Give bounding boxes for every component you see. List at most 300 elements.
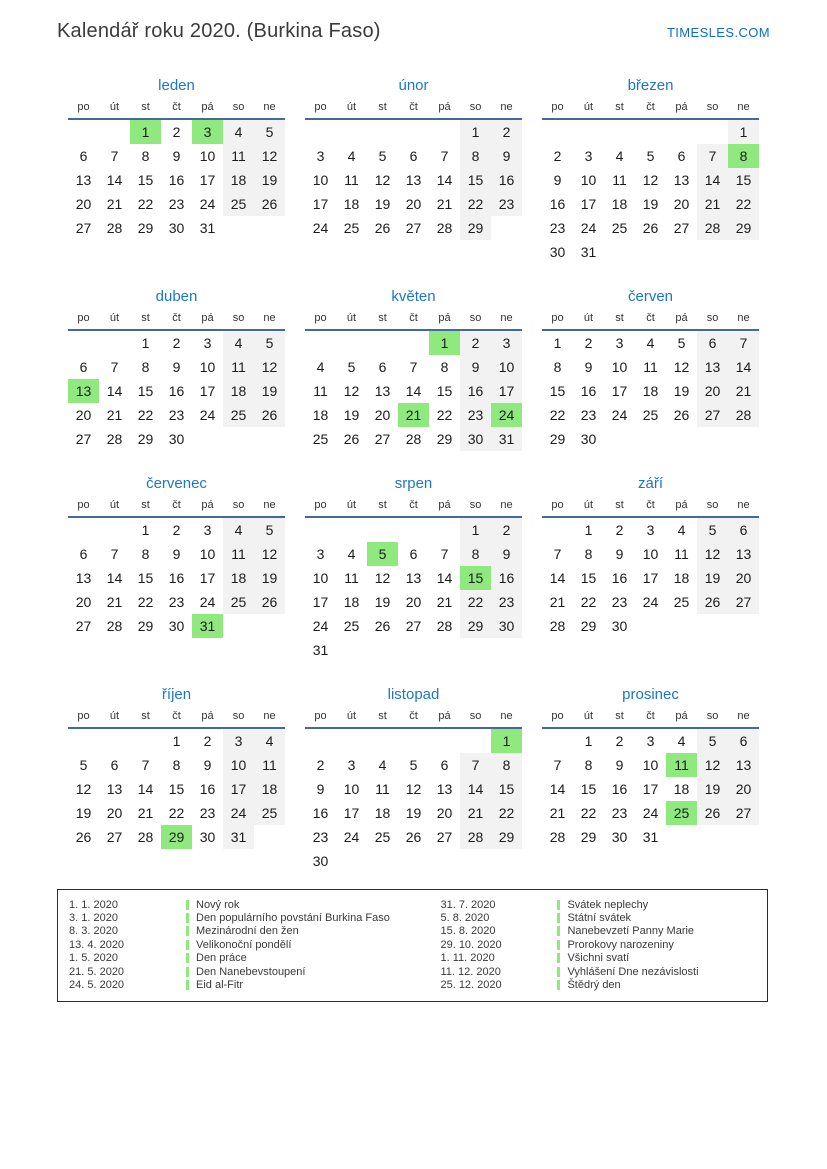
empty-cell — [336, 728, 367, 753]
day-cell: 26 — [254, 192, 285, 216]
day-cell: 5 — [697, 728, 728, 753]
day-header-st: st — [378, 710, 387, 722]
day-cell: 12 — [405, 781, 422, 797]
month-leden — [68, 76, 285, 264]
day-cell: 12 — [374, 570, 391, 586]
day-cell: 18 — [343, 196, 360, 212]
day-cell: 6 — [440, 757, 449, 773]
day-cell: 4 — [646, 335, 655, 351]
day-cell: 22 — [491, 801, 522, 825]
holiday-date: 1. 11. 2020 — [440, 952, 495, 965]
day-header-út: út — [109, 312, 120, 324]
day-header-ne: ne — [737, 710, 750, 722]
month-title: srpen — [394, 475, 433, 492]
day-cell: 17 — [642, 570, 659, 586]
day-cell: 19 — [75, 805, 92, 821]
day-cell: 6 — [79, 148, 88, 164]
day-cell: 8 — [584, 757, 593, 773]
day-cell: 5 — [697, 517, 728, 542]
day-cell: 5 — [378, 148, 387, 164]
month-table — [542, 496, 759, 638]
day-cell: 29 — [436, 431, 453, 447]
day-cell: 9 — [615, 757, 624, 773]
day-cell: 10 — [199, 148, 216, 164]
day-header-ne: ne — [500, 312, 513, 324]
day-header-pá: pá — [201, 101, 214, 113]
day-cell: 11 — [344, 172, 359, 188]
day-cell: 9 — [584, 359, 593, 375]
day-cell: 4 — [378, 757, 387, 773]
day-header-st: st — [141, 499, 150, 511]
day-cell: 23 — [168, 407, 185, 423]
empty-cell — [666, 825, 697, 849]
day-cell: 15 — [580, 781, 597, 797]
site-link[interactable]: TIMESLES.COM — [666, 25, 770, 40]
day-header-út: út — [583, 312, 594, 324]
day-cell: 29 — [580, 618, 597, 634]
empty-cell — [254, 427, 285, 451]
day-cell: 13 — [728, 753, 759, 777]
day-header-pá: pá — [438, 312, 451, 324]
day-header-st: st — [141, 101, 150, 113]
day-cell: 23 — [491, 192, 522, 216]
empty-cell — [336, 330, 367, 355]
day-cell: 21 — [106, 196, 123, 212]
day-header-po: po — [551, 101, 564, 113]
day-cell: 7 — [110, 546, 119, 562]
day-cell: 28 — [106, 220, 123, 236]
day-cell: 14 — [405, 383, 422, 399]
day-cell: 21 — [549, 594, 566, 610]
legend-entry — [440, 965, 767, 978]
day-cell: 25 — [254, 801, 285, 825]
empty-cell — [491, 849, 522, 873]
day-cell: 8 — [440, 359, 449, 375]
day-cell: 31 — [199, 220, 216, 236]
day-cell: 16 — [491, 168, 522, 192]
day-header-ne: ne — [500, 101, 513, 113]
day-cell: 8 — [728, 144, 759, 168]
day-cell: 16 — [549, 196, 566, 212]
day-cell: 6 — [110, 757, 119, 773]
legend-entry — [440, 978, 767, 991]
day-cell: 6 — [378, 359, 387, 375]
day-cell: 21 — [460, 801, 491, 825]
day-cell: 16 — [168, 570, 185, 586]
day-cell: 26 — [697, 801, 728, 825]
day-cell: 3 — [646, 733, 655, 749]
day-cell: 27 — [106, 829, 123, 845]
day-cell: 5 — [347, 359, 356, 375]
day-cell: 29 — [460, 614, 491, 638]
day-cell: 27 — [405, 220, 422, 236]
empty-cell — [635, 614, 666, 638]
holiday-date: 21. 5. 2020 — [69, 965, 125, 978]
day-cell: 24 — [642, 594, 659, 610]
legend-entry — [69, 978, 440, 991]
day-cell: 15 — [436, 383, 453, 399]
holiday-date: 15. 8. 2020 — [440, 925, 496, 938]
day-cell: 30 — [199, 829, 216, 845]
day-header-so: so — [232, 499, 245, 511]
day-cell: 9 — [172, 546, 181, 562]
day-cell: 13 — [106, 781, 123, 797]
empty-cell — [542, 517, 573, 542]
day-cell: 1 — [553, 335, 562, 351]
day-header-st: st — [615, 101, 624, 113]
day-header-so: so — [706, 499, 719, 511]
day-cell: 1 — [429, 330, 460, 355]
day-cell: 14 — [106, 570, 123, 586]
day-cell: 26 — [374, 618, 391, 634]
day-cell: 28 — [549, 829, 566, 845]
day-cell: 28 — [106, 618, 123, 634]
holiday-marker-icon — [557, 967, 560, 977]
day-header-pá: pá — [438, 499, 451, 511]
day-cell: 22 — [137, 594, 154, 610]
holiday-legend — [57, 889, 768, 1002]
empty-cell — [429, 517, 460, 542]
day-header-so: so — [706, 101, 719, 113]
day-cell: 12 — [697, 753, 728, 777]
day-cell: 5 — [254, 517, 285, 542]
legend-entry — [69, 925, 440, 938]
holiday-marker-icon — [557, 940, 560, 950]
day-cell: 28 — [436, 618, 453, 634]
day-cell: 6 — [79, 359, 88, 375]
day-cell: 30 — [549, 244, 566, 260]
empty-cell — [305, 119, 336, 144]
empty-cell — [398, 517, 429, 542]
day-cell: 24 — [491, 403, 522, 427]
day-cell: 10 — [491, 355, 522, 379]
day-cell: 20 — [75, 196, 92, 212]
day-header-ne: ne — [263, 499, 276, 511]
day-cell: 24 — [199, 196, 216, 212]
day-cell: 31 — [580, 244, 597, 260]
day-cell: 21 — [549, 805, 566, 821]
day-cell: 24 — [611, 407, 628, 423]
day-cell: 26 — [343, 431, 360, 447]
day-cell: 6 — [728, 728, 759, 753]
empty-cell — [367, 330, 398, 355]
day-cell: 11 — [223, 355, 254, 379]
day-cell: 30 — [168, 618, 185, 634]
day-cell: 6 — [79, 546, 88, 562]
day-header-po: po — [77, 101, 90, 113]
day-cell: 14 — [436, 172, 453, 188]
holiday-marker-icon — [186, 913, 189, 923]
day-header-út: út — [583, 101, 594, 113]
day-header-čt: čt — [172, 710, 181, 722]
day-cell: 2 — [316, 757, 325, 773]
day-header-st: st — [141, 312, 150, 324]
holiday-marker-icon — [557, 926, 560, 936]
holiday-date: 3. 1. 2020 — [69, 912, 118, 925]
day-cell: 17 — [199, 383, 216, 399]
day-cell: 25 — [611, 220, 628, 236]
day-cell: 9 — [172, 148, 181, 164]
day-cell: 25 — [374, 829, 391, 845]
day-cell: 20 — [374, 407, 391, 423]
day-cell: 27 — [405, 618, 422, 634]
empty-cell — [635, 119, 666, 144]
day-cell: 22 — [549, 407, 566, 423]
empty-cell — [398, 728, 429, 753]
day-cell: 8 — [141, 546, 150, 562]
day-cell: 12 — [254, 355, 285, 379]
day-cell: 19 — [254, 379, 285, 403]
empty-cell — [697, 427, 728, 451]
day-header-pá: pá — [675, 710, 688, 722]
legend-entry — [440, 938, 767, 951]
day-cell: 30 — [168, 431, 185, 447]
day-cell: 6 — [409, 546, 418, 562]
month-červen — [542, 287, 759, 451]
day-header-út: út — [346, 710, 357, 722]
day-cell: 8 — [460, 144, 491, 168]
day-cell: 27 — [374, 431, 391, 447]
day-cell: 6 — [677, 148, 686, 164]
day-cell: 13 — [405, 570, 422, 586]
month-title: leden — [158, 77, 195, 94]
day-header-po: po — [314, 312, 327, 324]
holiday-marker-icon — [557, 913, 560, 923]
holiday-date: 25. 12. 2020 — [440, 979, 502, 992]
day-header-so: so — [232, 312, 245, 324]
day-cell: 27 — [728, 801, 759, 825]
holiday-marker-icon — [186, 980, 189, 990]
day-cell: 14 — [137, 781, 154, 797]
day-header-čt: čt — [409, 499, 418, 511]
day-cell: 21 — [106, 594, 123, 610]
day-cell: 16 — [611, 781, 628, 797]
day-cell: 4 — [347, 546, 356, 562]
day-cell: 2 — [584, 335, 593, 351]
day-cell: 14 — [549, 570, 566, 586]
legend-entry — [440, 898, 767, 911]
day-cell: 22 — [460, 192, 491, 216]
day-cell: 15 — [491, 777, 522, 801]
day-cell: 27 — [697, 403, 728, 427]
day-cell: 13 — [374, 383, 391, 399]
day-cell: 23 — [460, 403, 491, 427]
day-cell: 5 — [254, 119, 285, 144]
day-cell: 17 — [580, 196, 597, 212]
day-cell: 3 — [316, 148, 325, 164]
day-cell: 8 — [172, 757, 181, 773]
day-cell: 27 — [728, 590, 759, 614]
day-cell: 20 — [75, 407, 92, 423]
month-duben — [68, 287, 285, 451]
holiday-date: 1. 5. 2020 — [69, 952, 118, 965]
day-cell: 3 — [347, 757, 356, 773]
empty-cell — [336, 119, 367, 144]
day-cell: 30 — [611, 829, 628, 845]
day-cell: 7 — [460, 753, 491, 777]
day-cell: 1 — [728, 119, 759, 144]
month-table — [542, 707, 759, 849]
empty-cell — [398, 849, 429, 873]
day-cell: 9 — [615, 546, 624, 562]
month-title: červen — [627, 288, 674, 305]
day-cell: 28 — [728, 403, 759, 427]
day-header-so: so — [469, 499, 482, 511]
day-cell: 1 — [491, 728, 522, 753]
day-cell: 23 — [199, 805, 216, 821]
day-header-st: st — [378, 312, 387, 324]
day-cell: 16 — [491, 566, 522, 590]
day-cell: 26 — [697, 590, 728, 614]
day-cell: 15 — [580, 570, 597, 586]
day-cell: 25 — [343, 618, 360, 634]
empty-cell — [542, 119, 573, 144]
day-cell: 15 — [549, 383, 566, 399]
month-title: duben — [155, 288, 198, 305]
day-cell: 29 — [137, 618, 154, 634]
day-cell: 2 — [491, 119, 522, 144]
day-cell: 7 — [110, 359, 119, 375]
day-cell: 27 — [75, 220, 92, 236]
day-cell: 9 — [491, 144, 522, 168]
day-cell: 12 — [254, 144, 285, 168]
day-header-po: po — [551, 499, 564, 511]
day-cell: 23 — [168, 594, 185, 610]
day-cell: 22 — [436, 407, 453, 423]
day-cell: 14 — [549, 781, 566, 797]
month-table — [542, 98, 759, 264]
empty-cell — [99, 728, 130, 753]
day-cell: 25 — [666, 801, 697, 825]
empty-cell — [130, 728, 161, 753]
day-cell: 27 — [75, 618, 92, 634]
empty-cell — [305, 728, 336, 753]
day-cell: 18 — [312, 407, 329, 423]
day-cell: 8 — [141, 359, 150, 375]
day-header-pá: pá — [675, 499, 688, 511]
day-cell: 26 — [673, 407, 690, 423]
day-cell: 22 — [168, 805, 185, 821]
day-cell: 26 — [254, 403, 285, 427]
day-cell: 27 — [673, 220, 690, 236]
day-cell: 11 — [344, 570, 359, 586]
day-cell: 9 — [203, 757, 212, 773]
day-cell: 30 — [312, 853, 329, 869]
day-header-út: út — [346, 312, 357, 324]
holiday-date: 13. 4. 2020 — [69, 938, 125, 951]
day-header-pá: pá — [438, 101, 451, 113]
holiday-date: 11. 12. 2020 — [440, 965, 501, 978]
day-header-po: po — [77, 499, 90, 511]
day-header-ne: ne — [500, 499, 513, 511]
holiday-name: Den práce — [196, 952, 247, 965]
day-cell: 8 — [491, 753, 522, 777]
day-header-ne: ne — [737, 101, 750, 113]
day-cell: 19 — [697, 777, 728, 801]
day-cell: 10 — [642, 546, 659, 562]
day-cell: 10 — [580, 172, 597, 188]
day-cell: 10 — [642, 757, 659, 773]
holiday-name: Svátek neplechy — [567, 898, 649, 911]
empty-cell — [68, 517, 99, 542]
day-cell: 31 — [312, 642, 329, 658]
day-cell: 30 — [580, 431, 597, 447]
month-title: červenec — [146, 475, 207, 492]
empty-cell — [398, 330, 429, 355]
day-cell: 1 — [584, 522, 593, 538]
empty-cell — [666, 427, 697, 451]
day-cell: 29 — [137, 220, 154, 236]
day-cell: 6 — [697, 330, 728, 355]
day-header-po: po — [77, 710, 90, 722]
day-header-ne: ne — [737, 499, 750, 511]
day-cell: 20 — [728, 566, 759, 590]
day-cell: 17 — [199, 570, 216, 586]
day-cell: 13 — [68, 379, 99, 403]
holiday-date: 29. 10. 2020 — [440, 938, 502, 951]
day-cell: 30 — [611, 618, 628, 634]
empty-cell — [460, 849, 491, 873]
day-cell: 15 — [728, 168, 759, 192]
day-cell: 4 — [223, 517, 254, 542]
empty-cell — [68, 330, 99, 355]
day-cell: 22 — [460, 590, 491, 614]
holiday-name: Mezinárodní den žen — [196, 925, 299, 938]
empty-cell — [223, 614, 254, 638]
day-cell: 22 — [580, 805, 597, 821]
day-cell: 6 — [728, 517, 759, 542]
day-cell: 21 — [436, 196, 453, 212]
day-cell: 30 — [491, 614, 522, 638]
day-cell: 22 — [137, 407, 154, 423]
month-table — [305, 98, 522, 240]
day-header-út: út — [109, 499, 120, 511]
day-header-po: po — [77, 312, 90, 324]
month-title: květen — [391, 288, 436, 305]
day-header-po: po — [314, 710, 327, 722]
month-listopad — [305, 685, 522, 873]
empty-cell — [728, 427, 759, 451]
day-cell: 17 — [199, 172, 216, 188]
holiday-marker-icon — [186, 967, 189, 977]
day-cell: 19 — [374, 594, 391, 610]
day-cell: 9 — [491, 542, 522, 566]
day-cell: 26 — [374, 220, 391, 236]
day-header-čt: čt — [646, 312, 655, 324]
holiday-date: 8. 3. 2020 — [69, 925, 118, 938]
day-cell: 4 — [254, 728, 285, 753]
day-cell: 19 — [642, 196, 659, 212]
day-header-pá: pá — [438, 710, 451, 722]
day-cell: 31 — [192, 614, 223, 638]
legend-entry — [440, 911, 767, 924]
day-header-út: út — [583, 499, 594, 511]
day-cell: 28 — [405, 431, 422, 447]
day-cell: 23 — [312, 829, 329, 845]
month-table — [68, 98, 285, 240]
day-cell: 19 — [405, 805, 422, 821]
day-cell: 2 — [615, 733, 624, 749]
day-header-čt: čt — [172, 499, 181, 511]
day-cell: 7 — [409, 359, 418, 375]
day-cell: 16 — [168, 172, 185, 188]
empty-cell — [666, 614, 697, 638]
empty-cell — [367, 638, 398, 662]
day-header-út: út — [109, 101, 120, 113]
day-header-čt: čt — [409, 710, 418, 722]
day-header-pá: pá — [201, 499, 214, 511]
empty-cell — [429, 119, 460, 144]
